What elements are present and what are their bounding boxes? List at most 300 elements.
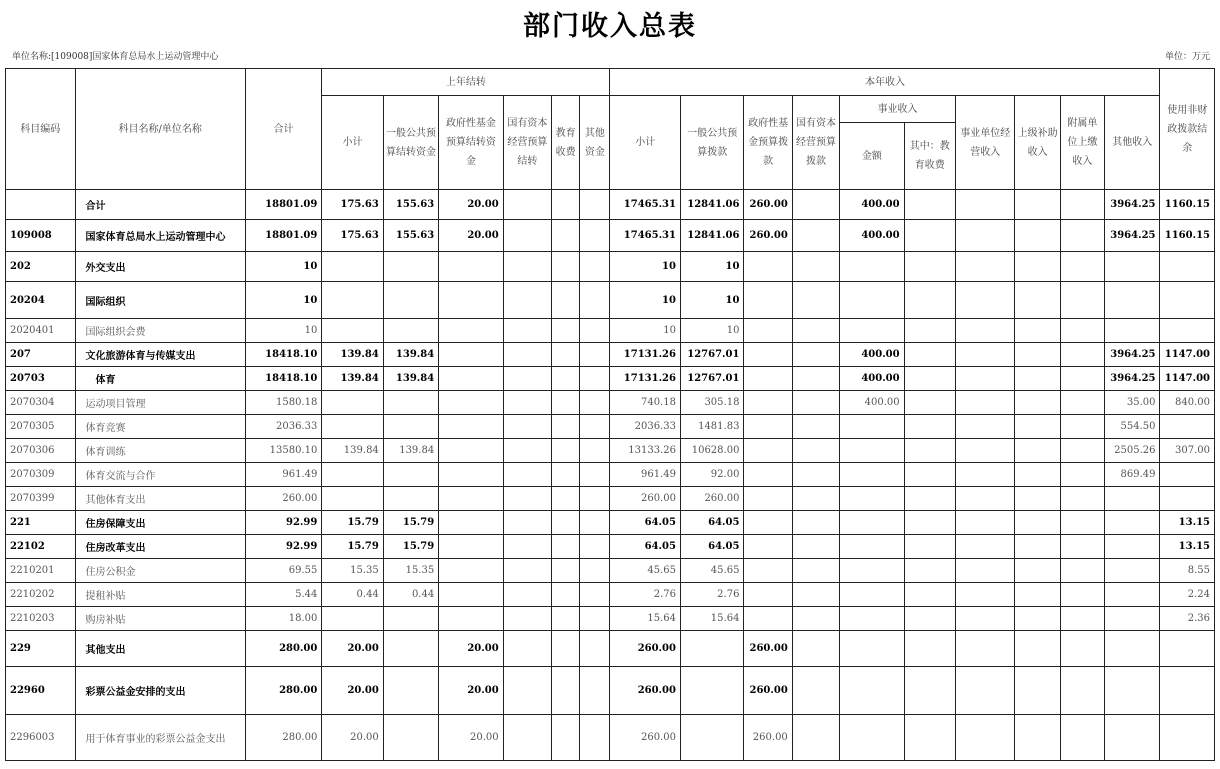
- cell-value: 20.00: [439, 220, 503, 252]
- cell-value: [955, 439, 1014, 463]
- cell-value: [552, 667, 580, 715]
- cell-value: [580, 559, 610, 583]
- cell-code: 2070306: [6, 439, 76, 463]
- cell-value: 10: [245, 319, 322, 343]
- cell-value: 18418.10: [245, 343, 322, 367]
- cell-value: [955, 463, 1014, 487]
- cell-value: 64.05: [680, 511, 743, 535]
- cell-code: 2210203: [6, 607, 76, 631]
- cell-code: 2296003: [6, 715, 76, 761]
- cell-value: [955, 252, 1014, 282]
- cell-value: 175.63: [322, 220, 383, 252]
- cell-value: 2.36: [1160, 607, 1215, 631]
- cell-value: [552, 487, 580, 511]
- cell-value: [439, 415, 503, 439]
- cell-value: 260.00: [245, 487, 322, 511]
- cell-value: [322, 391, 383, 415]
- cell-value: [1015, 367, 1060, 391]
- cell-value: [744, 439, 792, 463]
- cell-value: 20.00: [322, 667, 383, 715]
- cell-value: 961.49: [610, 463, 681, 487]
- cell-value: [383, 415, 438, 439]
- cell-value: [1015, 391, 1060, 415]
- cell-value: [1105, 607, 1160, 631]
- cell-value: [792, 415, 839, 439]
- cell-value: 155.63: [383, 220, 438, 252]
- cell-value: 260.00: [744, 715, 792, 761]
- cell-value: [552, 535, 580, 559]
- cell-value: [840, 252, 904, 282]
- cell-value: [1015, 319, 1060, 343]
- cell-value: 10: [245, 282, 322, 319]
- cell-value: 45.65: [610, 559, 681, 583]
- cell-value: 0.44: [383, 583, 438, 607]
- cell-name: 合计: [75, 190, 245, 220]
- header-total: 合计: [245, 69, 322, 190]
- cell-value: [1060, 715, 1104, 761]
- cell-value: [904, 667, 955, 715]
- table-row: [6, 252, 1215, 282]
- cell-value: [503, 282, 551, 319]
- cell-value: [744, 415, 792, 439]
- cell-value: [904, 252, 955, 282]
- cell-value: 92.99: [245, 511, 322, 535]
- table-row: [6, 559, 1215, 583]
- cell-name: 国际组织: [75, 282, 245, 319]
- cell-value: [322, 319, 383, 343]
- cell-value: [955, 415, 1014, 439]
- cell-value: 10: [610, 282, 681, 319]
- cell-code: 202: [6, 252, 76, 282]
- cell-value: [1060, 583, 1104, 607]
- cell-value: [1015, 463, 1060, 487]
- cell-value: 69.55: [245, 559, 322, 583]
- cell-value: [955, 583, 1014, 607]
- cell-value: [1015, 559, 1060, 583]
- header-code: 科目编码: [6, 69, 76, 190]
- cell-value: 3964.25: [1105, 220, 1160, 252]
- cell-value: [840, 559, 904, 583]
- table-row: [6, 715, 1215, 761]
- cell-value: [792, 607, 839, 631]
- cell-value: 13580.10: [245, 439, 322, 463]
- cell-value: [904, 391, 955, 415]
- cell-value: [680, 667, 743, 715]
- cell-value: [439, 252, 503, 282]
- cell-value: [1060, 487, 1104, 511]
- cell-value: 280.00: [245, 715, 322, 761]
- cell-value: 18801.09: [245, 190, 322, 220]
- cell-value: [580, 511, 610, 535]
- cell-value: [580, 367, 610, 391]
- cell-value: [580, 282, 610, 319]
- cell-value: [744, 343, 792, 367]
- cell-value: [552, 343, 580, 367]
- cell-value: 12767.01: [680, 343, 743, 367]
- cell-value: 400.00: [840, 391, 904, 415]
- cell-value: 3964.25: [1105, 343, 1160, 367]
- cell-value: 20.00: [439, 715, 503, 761]
- cell-value: [904, 463, 955, 487]
- cell-value: 92.99: [245, 535, 322, 559]
- cell-value: [580, 252, 610, 282]
- cell-value: [792, 391, 839, 415]
- cell-name: 体育训练: [75, 439, 245, 463]
- cell-value: [552, 220, 580, 252]
- cell-value: [1060, 282, 1104, 319]
- cell-value: [1015, 607, 1060, 631]
- cell-code: [6, 190, 76, 220]
- cell-value: 2505.26: [1105, 439, 1160, 463]
- cell-value: 1160.15: [1160, 190, 1215, 220]
- cell-value: 45.65: [680, 559, 743, 583]
- cell-value: 8.55: [1160, 559, 1215, 583]
- cell-value: [792, 559, 839, 583]
- cell-value: [1060, 415, 1104, 439]
- cell-value: [503, 415, 551, 439]
- cell-value: [580, 391, 610, 415]
- cell-value: [1060, 607, 1104, 631]
- cell-value: 3964.25: [1105, 190, 1160, 220]
- cell-value: 139.84: [322, 439, 383, 463]
- cell-value: [1160, 667, 1215, 715]
- cell-value: [792, 583, 839, 607]
- cell-code: 2070309: [6, 463, 76, 487]
- cell-value: 20.00: [439, 667, 503, 715]
- cell-name: 文化旅游体育与传媒支出: [75, 343, 245, 367]
- cell-value: 20.00: [322, 715, 383, 761]
- cell-value: [1160, 463, 1215, 487]
- cell-value: [383, 391, 438, 415]
- cell-value: [1060, 343, 1104, 367]
- cell-value: 13133.26: [610, 439, 681, 463]
- cell-code: 229: [6, 631, 76, 667]
- cell-value: [904, 631, 955, 667]
- cell-value: 12841.06: [680, 190, 743, 220]
- cell-value: [904, 343, 955, 367]
- cell-value: 2.24: [1160, 583, 1215, 607]
- cell-value: [503, 511, 551, 535]
- cell-value: [552, 391, 580, 415]
- cell-name: 国家体育总局水上运动管理中心: [75, 220, 245, 252]
- cell-value: 139.84: [322, 367, 383, 391]
- cell-code: 20703: [6, 367, 76, 391]
- cell-value: [503, 631, 551, 667]
- cell-value: [322, 415, 383, 439]
- cell-value: [1105, 511, 1160, 535]
- cell-value: 400.00: [840, 367, 904, 391]
- cell-value: [904, 487, 955, 511]
- header-ly-state-capital: 国有资本经营预算结转: [503, 96, 551, 190]
- cell-value: [383, 715, 438, 761]
- cell-value: 12841.06: [680, 220, 743, 252]
- header-ly-subtotal: 小计: [322, 96, 383, 190]
- cell-value: [580, 487, 610, 511]
- cell-value: [503, 487, 551, 511]
- cell-value: [552, 415, 580, 439]
- cell-value: [744, 607, 792, 631]
- cell-code: 2210201: [6, 559, 76, 583]
- cell-value: [904, 220, 955, 252]
- cell-value: 307.00: [1160, 439, 1215, 463]
- cell-value: [503, 391, 551, 415]
- cell-value: [1160, 487, 1215, 511]
- cell-value: [580, 607, 610, 631]
- cell-value: [552, 190, 580, 220]
- cell-name: 购房补贴: [75, 607, 245, 631]
- cell-value: [383, 487, 438, 511]
- cell-value: [1160, 252, 1215, 282]
- cell-value: 554.50: [1105, 415, 1160, 439]
- cell-value: [383, 252, 438, 282]
- table-row: [6, 511, 1215, 535]
- cell-value: [792, 252, 839, 282]
- cell-value: [1105, 559, 1160, 583]
- cell-value: [1105, 319, 1160, 343]
- cell-value: [744, 319, 792, 343]
- cell-value: [904, 439, 955, 463]
- cell-value: [1160, 631, 1215, 667]
- cell-value: 10: [680, 319, 743, 343]
- cell-value: 961.49: [245, 463, 322, 487]
- cell-value: [1105, 631, 1160, 667]
- cell-value: [503, 607, 551, 631]
- header-this-year: 本年收入: [610, 69, 1160, 96]
- cell-value: [1015, 343, 1060, 367]
- currency-unit-label: 单位：万元: [1164, 52, 1210, 62]
- cell-value: 155.63: [383, 190, 438, 220]
- cell-name: 体育: [75, 367, 245, 391]
- cell-value: [552, 367, 580, 391]
- cell-value: [1015, 535, 1060, 559]
- cell-code: 2070399: [6, 487, 76, 511]
- cell-value: [904, 282, 955, 319]
- cell-value: 400.00: [840, 343, 904, 367]
- cell-value: [439, 559, 503, 583]
- cell-value: [904, 190, 955, 220]
- cell-value: 17131.26: [610, 343, 681, 367]
- cell-value: [1015, 190, 1060, 220]
- header-ty-other: 其他收入: [1105, 96, 1160, 190]
- cell-value: [1015, 715, 1060, 761]
- cell-value: [744, 367, 792, 391]
- header-ty-affiliate: 附属单位上缴收入: [1060, 96, 1104, 190]
- cell-value: [552, 583, 580, 607]
- cell-value: [840, 607, 904, 631]
- cell-value: [1160, 415, 1215, 439]
- header-ty-business-amount: 金额: [840, 123, 904, 190]
- header-ty-business-unit: 事业单位经营收入: [955, 96, 1014, 190]
- cell-value: 20.00: [439, 190, 503, 220]
- cell-value: [1160, 715, 1215, 761]
- cell-value: [503, 319, 551, 343]
- cell-value: [1105, 535, 1160, 559]
- cell-value: [1105, 667, 1160, 715]
- cell-value: [552, 607, 580, 631]
- cell-value: [552, 319, 580, 343]
- cell-value: [439, 367, 503, 391]
- cell-code: 2210202: [6, 583, 76, 607]
- cell-code: 109008: [6, 220, 76, 252]
- cell-value: [792, 667, 839, 715]
- cell-name: 国际组织会费: [75, 319, 245, 343]
- cell-value: [580, 415, 610, 439]
- cell-value: [955, 631, 1014, 667]
- cell-value: 139.84: [322, 343, 383, 367]
- cell-value: 5.44: [245, 583, 322, 607]
- cell-value: [1160, 282, 1215, 319]
- cell-value: [792, 715, 839, 761]
- cell-value: [322, 607, 383, 631]
- cell-value: [439, 391, 503, 415]
- cell-value: [840, 282, 904, 319]
- cell-value: [580, 319, 610, 343]
- cell-value: [580, 220, 610, 252]
- cell-value: 139.84: [383, 367, 438, 391]
- cell-value: [840, 439, 904, 463]
- cell-value: 13.15: [1160, 535, 1215, 559]
- cell-value: 1160.15: [1160, 220, 1215, 252]
- cell-value: [744, 535, 792, 559]
- cell-name: 其他支出: [75, 631, 245, 667]
- cell-value: [1105, 715, 1160, 761]
- cell-code: 2070305: [6, 415, 76, 439]
- cell-value: [792, 631, 839, 667]
- cell-value: [1015, 511, 1060, 535]
- cell-value: [552, 559, 580, 583]
- cell-value: [744, 463, 792, 487]
- cell-code: 20204: [6, 282, 76, 319]
- cell-value: 260.00: [610, 631, 681, 667]
- cell-value: [792, 439, 839, 463]
- cell-value: [955, 391, 1014, 415]
- cell-value: 280.00: [245, 667, 322, 715]
- cell-value: [955, 282, 1014, 319]
- cell-name: 用于体育事业的彩票公益金支出: [75, 715, 245, 761]
- cell-value: 1147.00: [1160, 367, 1215, 391]
- cell-value: [1060, 631, 1104, 667]
- cell-value: [1060, 220, 1104, 252]
- cell-value: 15.79: [322, 511, 383, 535]
- cell-value: [955, 511, 1014, 535]
- cell-value: [1105, 252, 1160, 282]
- cell-value: [792, 282, 839, 319]
- cell-value: [680, 715, 743, 761]
- cell-value: 18418.10: [245, 367, 322, 391]
- cell-name: 彩票公益金安排的支出: [75, 667, 245, 715]
- cell-value: 2036.33: [610, 415, 681, 439]
- cell-name: 体育交流与合作: [75, 463, 245, 487]
- cell-value: [744, 487, 792, 511]
- cell-value: 13.15: [1160, 511, 1215, 535]
- cell-value: [1060, 319, 1104, 343]
- cell-value: [503, 367, 551, 391]
- header-ty-gov-fund: 政府性基金预算拨款: [744, 96, 792, 190]
- cell-code: 22102: [6, 535, 76, 559]
- cell-value: [840, 415, 904, 439]
- cell-value: 260.00: [610, 667, 681, 715]
- cell-value: 260.00: [744, 190, 792, 220]
- cell-value: 260.00: [744, 667, 792, 715]
- cell-value: [955, 607, 1014, 631]
- cell-value: [792, 343, 839, 367]
- cell-value: [383, 667, 438, 715]
- cell-value: 10628.00: [680, 439, 743, 463]
- table-row: [6, 343, 1215, 367]
- cell-value: [383, 607, 438, 631]
- cell-value: [503, 439, 551, 463]
- cell-value: [1015, 583, 1060, 607]
- cell-value: [1060, 190, 1104, 220]
- cell-value: 175.63: [322, 190, 383, 220]
- cell-value: [580, 535, 610, 559]
- cell-value: [904, 367, 955, 391]
- cell-value: 840.00: [1160, 391, 1215, 415]
- cell-value: 3964.25: [1105, 367, 1160, 391]
- cell-name: 住房公积金: [75, 559, 245, 583]
- cell-value: 17465.31: [610, 220, 681, 252]
- cell-code: 2070304: [6, 391, 76, 415]
- table-row: [6, 391, 1215, 415]
- header-ly-general: 一般公共预算结转资金: [383, 96, 438, 190]
- cell-value: 280.00: [245, 631, 322, 667]
- cell-code: 22960: [6, 667, 76, 715]
- cell-value: [955, 535, 1014, 559]
- cell-value: 260.00: [610, 487, 681, 511]
- cell-value: 1147.00: [1160, 343, 1215, 367]
- cell-value: 305.18: [680, 391, 743, 415]
- cell-name: 住房改革支出: [75, 535, 245, 559]
- cell-value: [1015, 220, 1060, 252]
- cell-value: [1060, 391, 1104, 415]
- cell-value: [552, 252, 580, 282]
- cell-value: [1015, 487, 1060, 511]
- cell-value: 92.00: [680, 463, 743, 487]
- cell-value: 15.35: [383, 559, 438, 583]
- cell-code: 207: [6, 343, 76, 367]
- cell-value: 20.00: [439, 631, 503, 667]
- cell-value: 10: [680, 252, 743, 282]
- cell-value: [383, 282, 438, 319]
- cell-value: [955, 559, 1014, 583]
- cell-value: 15.64: [610, 607, 681, 631]
- cell-value: 400.00: [840, 190, 904, 220]
- header-ty-business: 事业收入: [840, 96, 956, 123]
- cell-value: [840, 319, 904, 343]
- cell-value: [552, 439, 580, 463]
- cell-value: [322, 282, 383, 319]
- cell-value: 260.00: [680, 487, 743, 511]
- table-row: [6, 415, 1215, 439]
- cell-value: [383, 631, 438, 667]
- table-row: [6, 220, 1215, 252]
- header-name: 科目名称/单位名称: [75, 69, 245, 190]
- cell-value: 15.64: [680, 607, 743, 631]
- cell-value: 2036.33: [245, 415, 322, 439]
- cell-value: [503, 343, 551, 367]
- cell-value: [1060, 511, 1104, 535]
- cell-value: [322, 463, 383, 487]
- header-ly-edu-fee: 教育收费: [552, 96, 580, 190]
- cell-value: [744, 559, 792, 583]
- cell-value: [439, 343, 503, 367]
- cell-value: 869.49: [1105, 463, 1160, 487]
- table-row: [6, 535, 1215, 559]
- cell-value: 64.05: [680, 535, 743, 559]
- cell-value: [904, 559, 955, 583]
- cell-value: [744, 252, 792, 282]
- cell-value: [503, 252, 551, 282]
